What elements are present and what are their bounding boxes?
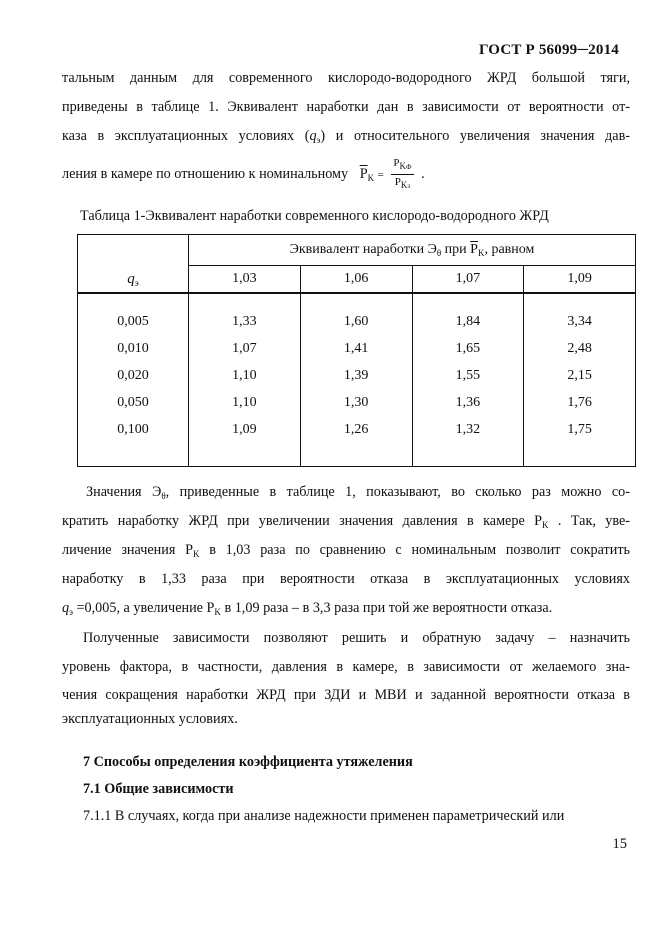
para3-line-1: Полученные зависимости позволяют решить и обратную задачу – назначить xyxy=(83,630,630,646)
formula-lhs: $\overline{P}$ xyxy=(359,165,368,182)
para2-q-sub: э xyxy=(69,607,73,617)
para2-l5-a: =0,005, а увеличение P xyxy=(72,600,215,616)
table-header-row xyxy=(78,235,636,266)
table-cell: 1,75 xyxy=(567,421,592,437)
main-header-sub: θ xyxy=(436,248,442,258)
formula-fraction xyxy=(391,156,413,193)
main-header-b: при xyxy=(441,242,471,257)
table-spacer-row xyxy=(78,293,636,308)
col-header-1: 1,03 xyxy=(189,266,301,293)
table-cell: 1,10 xyxy=(232,367,257,383)
q-value: 0,050 xyxy=(117,394,149,410)
intro-line-4 xyxy=(62,156,425,193)
table-cell: 1,39 xyxy=(343,367,369,383)
q-value: 0,100 xyxy=(117,421,149,437)
q-subscript: э xyxy=(316,135,321,145)
table-cell: 1,55 xyxy=(455,367,481,383)
q-header-cell xyxy=(78,235,189,293)
intro-line-2: приведены в таблице 1. Эквивалент наработки дан в зависимости от вероятности от- xyxy=(62,99,630,115)
para2-line-3 xyxy=(62,542,630,559)
q-value: 0,005 xyxy=(117,313,149,329)
table-cell: 1,33 xyxy=(232,313,257,329)
spacer-cell-q xyxy=(78,293,189,308)
table-cell: 1,07 xyxy=(232,340,257,356)
para2-l3-b: в 1,03 раза по сравнению с номинальным позволит сократить xyxy=(199,542,630,558)
formula-den-sub: K xyxy=(400,180,408,190)
intro-line-3 xyxy=(62,128,630,145)
col-header-3: 1,07 xyxy=(412,266,524,293)
section-7-1-1-text: 7.1.1 В случаях, когда при анализе надежности применен параметрический или xyxy=(83,808,565,824)
para2-line-5 xyxy=(62,600,630,617)
para2-l1-b: , приведенные в таблице 1, показывают, во сколько раз можно со- xyxy=(165,484,630,500)
q-value: 0,010 xyxy=(117,340,149,356)
col-4-values xyxy=(524,308,636,467)
col-2-values xyxy=(300,308,412,467)
col-header-4: 1,09 xyxy=(524,266,636,293)
formula-lhs-sub: K xyxy=(367,172,375,183)
para2-l2-sub: K xyxy=(542,520,549,530)
table-cell: 1,32 xyxy=(455,421,481,437)
section-7-1-title: 7.1 Общие зависимости xyxy=(83,781,234,797)
para2-line-1 xyxy=(86,484,630,501)
para2-l5-b: в 1,09 раза – в 3,3 раза при той же вероятности отказа. xyxy=(220,600,553,616)
table-cell: 1,30 xyxy=(343,394,369,410)
table-cell: 1,10 xyxy=(232,394,257,410)
formula-eq: = xyxy=(377,168,384,181)
para2-l1-sub: θ xyxy=(161,491,166,501)
formula xyxy=(359,157,425,190)
formula-numerator xyxy=(391,156,413,175)
para2-line-4: наработку в 1,33 раза при вероятности отказа в эксплуатационных условиях xyxy=(62,571,630,587)
col-header-2: 1,06 xyxy=(300,266,412,293)
col-1-values xyxy=(189,308,301,467)
para2-l3-a: личение значения P xyxy=(62,542,193,558)
para2-line-2 xyxy=(62,513,630,530)
table-cell: 1,65 xyxy=(455,340,481,356)
spacer-cell-3 xyxy=(412,293,524,308)
table-cell: 2,48 xyxy=(567,340,592,356)
para3-line-4: эксплуатационных условиях. xyxy=(62,711,238,727)
table-body-row xyxy=(78,308,636,467)
formula-num-sub2: Ф xyxy=(406,163,412,171)
table-cell: 1,09 xyxy=(232,421,257,437)
table-cell: 1,36 xyxy=(455,394,481,410)
intro-line-3-a: каза в эксплуатационных условиях ( xyxy=(62,128,310,144)
formula-num-sub: K xyxy=(399,161,407,171)
intro-line-1: тальным данным для современного кислородо-водородного ЖРД большой тяги, xyxy=(62,70,630,86)
intro-line-3-b: ) и относительного увеличения значения дав- xyxy=(320,128,630,144)
spacer-cell-4 xyxy=(524,293,636,308)
para2-l2-b: . Так, уве- xyxy=(548,513,630,529)
formula-end: . xyxy=(421,165,425,182)
document-header: ГОСТ Р 56099─2014 xyxy=(478,42,619,58)
table-cell: 1,26 xyxy=(343,421,369,437)
main-header-a: Эквивалент наработки Э xyxy=(289,242,437,257)
para2-l3-sub: K xyxy=(193,549,200,559)
section-7-title: 7 Способы определения коэффициента утяжеления xyxy=(83,754,413,770)
table-cell: 1,60 xyxy=(343,313,369,329)
para3-line-2: уровень фактора, в частности, давления в камере, в зависимости от желаемого зна- xyxy=(62,659,630,675)
para2-l2-a: кратить наработку ЖРД при увеличении значения давления в камере P xyxy=(62,513,543,529)
formula-den-sub2: з xyxy=(407,182,411,190)
main-header-p: $\overline{P}$ xyxy=(470,242,478,257)
table-caption: Таблица 1-Эквивалент наработки современного кислородо-водородного ЖРД xyxy=(80,208,549,224)
q-values-cell xyxy=(78,308,189,467)
intro-line-4-text: ления в камере по отношению к номинальному xyxy=(62,165,349,182)
table-cell: 1,76 xyxy=(567,394,592,410)
para2-l5-sub: K xyxy=(214,607,221,617)
para2-q-symbol: q xyxy=(62,600,70,616)
spacer-cell-2 xyxy=(300,293,412,308)
col-3-values xyxy=(412,308,524,467)
formula-den-p: P xyxy=(394,176,401,188)
para3-line-3: чения сокращения наработки ЖРД при ЗДИ и МВИ и заданной вероятности отказа в xyxy=(62,687,630,703)
main-header-psub: K xyxy=(477,248,485,258)
main-header-cell xyxy=(189,235,636,266)
q-header-label: q xyxy=(127,270,135,287)
para2-l1-a: Значения Э xyxy=(86,484,162,500)
q-symbol: q xyxy=(309,128,317,144)
spacer-cell-1 xyxy=(189,293,301,308)
equivalent-table xyxy=(77,234,636,467)
q-value: 0,020 xyxy=(117,367,149,383)
formula-num-p: P xyxy=(393,157,400,169)
formula-denominator xyxy=(391,175,413,193)
page-number: 15 xyxy=(612,836,627,852)
table-cell: 3,34 xyxy=(567,313,592,329)
main-header-c: , равном xyxy=(484,242,535,257)
table-cell: 1,84 xyxy=(455,313,481,329)
q-header-sub: э xyxy=(134,277,139,288)
table-cell: 2,15 xyxy=(567,367,592,383)
table-cell: 1,41 xyxy=(343,340,369,356)
